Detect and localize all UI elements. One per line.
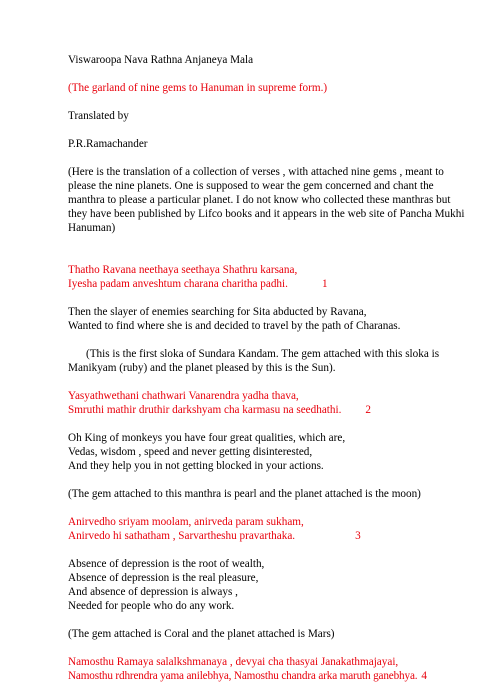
verse-translation-line: Absence of depression is the root of wealth, <box>68 558 265 570</box>
translator-name: P.R.Ramachander <box>68 138 148 150</box>
verse-sanskrit-line <box>68 403 488 417</box>
document-subtitle: (The garland of nine gems to Hanuman in supreme form.) <box>68 82 328 94</box>
verse-translation-line: Vedas, wisdom , speed and never getting disinterested, <box>68 446 313 458</box>
verse-sanskrit-text: Smruthi mathir druthir darkshyam cha karmasu na seedhathi. <box>68 404 342 416</box>
verse-1 <box>68 263 488 375</box>
verse-number: 1 <box>321 278 328 290</box>
verse-number: 4 <box>421 670 427 682</box>
verse-sanskrit-line <box>68 529 488 543</box>
intro-line: Hanuman) <box>68 222 116 234</box>
verse-sanskrit-line <box>68 669 488 683</box>
verse-number: 3 <box>355 530 361 542</box>
verse-translation-line: Then the slayer of enemies searching for Sita abducted by Ravana, <box>68 306 367 318</box>
verse-4 <box>68 655 488 683</box>
verse-sanskrit-text: Iyesha padam anveshtum charana charitha padhi. <box>68 278 288 290</box>
intro-line: please the nine planets. One is supposed to wear the gem concerned and chant the <box>68 180 434 192</box>
verse-translation-line: Needed for people who do any work. <box>68 600 235 612</box>
verse-sanskrit-line: Thatho Ravana neethaya seethaya Shathru karsana, <box>68 264 298 276</box>
verse-sanskrit-text: Anirvedo hi sathatham , Sarvartheshu pravarthaka. <box>68 530 296 542</box>
verse-3 <box>68 515 488 641</box>
verse-number: 2 <box>365 404 371 416</box>
verse-2 <box>68 389 488 501</box>
intro-line: (Here is the translation of a collection of verses , with attached nine gems , meant to <box>68 166 444 178</box>
intro-line: they have been published by Lifco books and it appears in the web site of Pancha Mukhi <box>68 208 465 220</box>
verse-translation-line: Oh King of monkeys you have four great qualities, which are, <box>68 432 346 444</box>
verse-note-line: (This is the first sloka of Sundara Kandam. The gem attached with this sloka is <box>86 348 440 360</box>
verse-translation-line: And absence of depression is always , <box>68 586 238 598</box>
verse-sanskrit-line: Yasyathwethani chathwari Vanarendra yadha thava, <box>68 390 299 402</box>
verse-note-line: (The gem attached to this manthra is pearl and the planet attached is the moon) <box>68 488 421 500</box>
document-page <box>68 53 488 683</box>
verse-sanskrit-line: Anirvedho sriyam moolam, anirveda param sukham, <box>68 516 304 528</box>
verse-sanskrit-line <box>68 277 488 291</box>
verse-translation-line: Absence of depression is the real pleasure, <box>68 572 259 584</box>
verse-sanskrit-text: Namosthu rdhrendra yama anilebhya, Namosthu chandra arka maruth ganebhya. <box>68 670 418 682</box>
verse-translation-line: And they help you in not getting blocked in your actions. <box>68 460 324 472</box>
document-title: Viswaroopa Nava Rathna Anjaneya Mala <box>68 54 254 66</box>
verse-note-line: Manikyam (ruby) and the planet pleased by this is the Sun). <box>68 362 336 374</box>
verse-note-line: (The gem attached is Coral and the planet attached is Mars) <box>68 628 335 640</box>
intro-line: manthra to please a particular planet. I do not know who collected these manthras but <box>68 194 451 206</box>
intro-paragraph <box>68 165 488 235</box>
translated-by-label: Translated by <box>68 110 129 122</box>
verse-sanskrit-line: Namosthu Ramaya salalkshmanaya , devyai cha thasyai Janakathmajayai, <box>68 656 399 668</box>
verse-translation-line: Wanted to find where she is and decided to travel by the path of Charanas. <box>68 320 401 332</box>
